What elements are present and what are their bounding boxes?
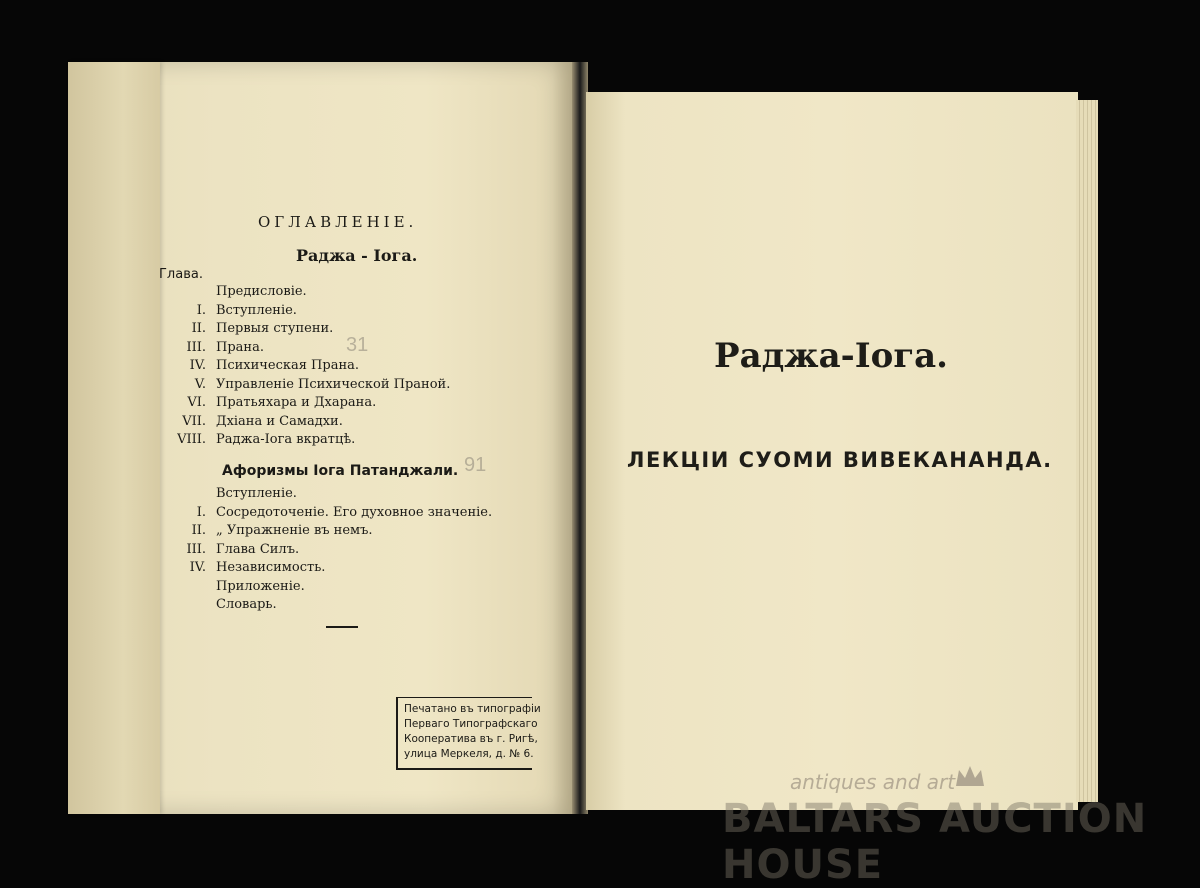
toc-entry-title: Вступленіе. bbox=[216, 486, 297, 501]
printer-line: Перваго Типографскаго bbox=[404, 718, 538, 730]
toc-entry-title: Глава Силъ. bbox=[216, 541, 300, 557]
pencil-mark: 91 bbox=[464, 454, 487, 476]
toc-entry-title: Первыя ступени. bbox=[216, 321, 334, 336]
toc-entry-title: Управленіе Психической Праной. bbox=[216, 376, 451, 392]
toc-entry-number: III. bbox=[186, 339, 206, 355]
toc-entry-title: Пратьяхара и Дхарана. bbox=[216, 395, 377, 410]
toc-entry-number: IV. bbox=[189, 358, 206, 373]
toc-heading: ОГЛАВЛЕНІЕ. bbox=[258, 213, 418, 231]
printer-line: Кооператива въ г. Ригѣ, bbox=[404, 733, 538, 745]
toc-section1-title: Раджа - Іога. bbox=[296, 246, 418, 265]
toc-entry-title: Раджа-Іога вкратцѣ. bbox=[216, 432, 356, 447]
crown-icon bbox=[954, 764, 986, 790]
toc-entry-number: VIII. bbox=[177, 432, 206, 447]
toc-entry-number: II. bbox=[191, 321, 206, 336]
printer-line: Печатано въ типографіи bbox=[404, 703, 541, 715]
toc-entry-title: Психическая Прана. bbox=[216, 358, 360, 373]
book-title: Раджа-Іога. bbox=[714, 336, 949, 376]
toc-entry-title: Словарь. bbox=[216, 597, 277, 612]
toc-entry-title: Независимость. bbox=[216, 560, 326, 575]
toc-entry-title: Дхіана и Самадхи. bbox=[216, 413, 343, 429]
book-subtitle: ЛЕКЦІИ СУОМИ ВИВЕКАНАНДА. bbox=[627, 448, 1053, 472]
pencil-mark: 31 bbox=[346, 334, 369, 356]
toc-entry-number: IV. bbox=[189, 560, 206, 575]
watermark-tagline: antiques and art bbox=[790, 770, 956, 794]
divider-rule bbox=[326, 626, 358, 628]
toc-entry-number: VII. bbox=[182, 413, 206, 429]
toc-entry-number: II. bbox=[191, 523, 206, 538]
printer-note bbox=[396, 697, 541, 770]
toc-entry-number: VI. bbox=[187, 395, 206, 410]
watermark-brand: BALTARS AUCTION HOUSE bbox=[722, 796, 1148, 888]
toc-entry-title: Сосредоточеніе. Его духовное значеніе. bbox=[216, 504, 493, 520]
toc-entry-title: Прана. bbox=[216, 339, 264, 355]
toc-entry-title: Приложеніе. bbox=[216, 578, 305, 594]
printer-line: улица Меркеля, д. № 6. bbox=[404, 748, 534, 760]
toc-entry-title: „ Упражненіе въ немъ. bbox=[216, 523, 373, 538]
toc-section2-title: Афоризмы Іога Патанджали. bbox=[222, 463, 459, 479]
toc-entry-number: III. bbox=[186, 541, 206, 557]
chapter-label: Глава. bbox=[159, 267, 203, 282]
page-edges bbox=[1076, 100, 1098, 802]
toc-entry-title: Вступленіе. bbox=[216, 302, 297, 318]
toc-entry-title: Предисловіе. bbox=[216, 284, 307, 299]
toc-entry-number: I. bbox=[196, 302, 206, 318]
toc-entry-number: I. bbox=[196, 504, 206, 520]
toc-entry-number: V. bbox=[194, 376, 206, 392]
